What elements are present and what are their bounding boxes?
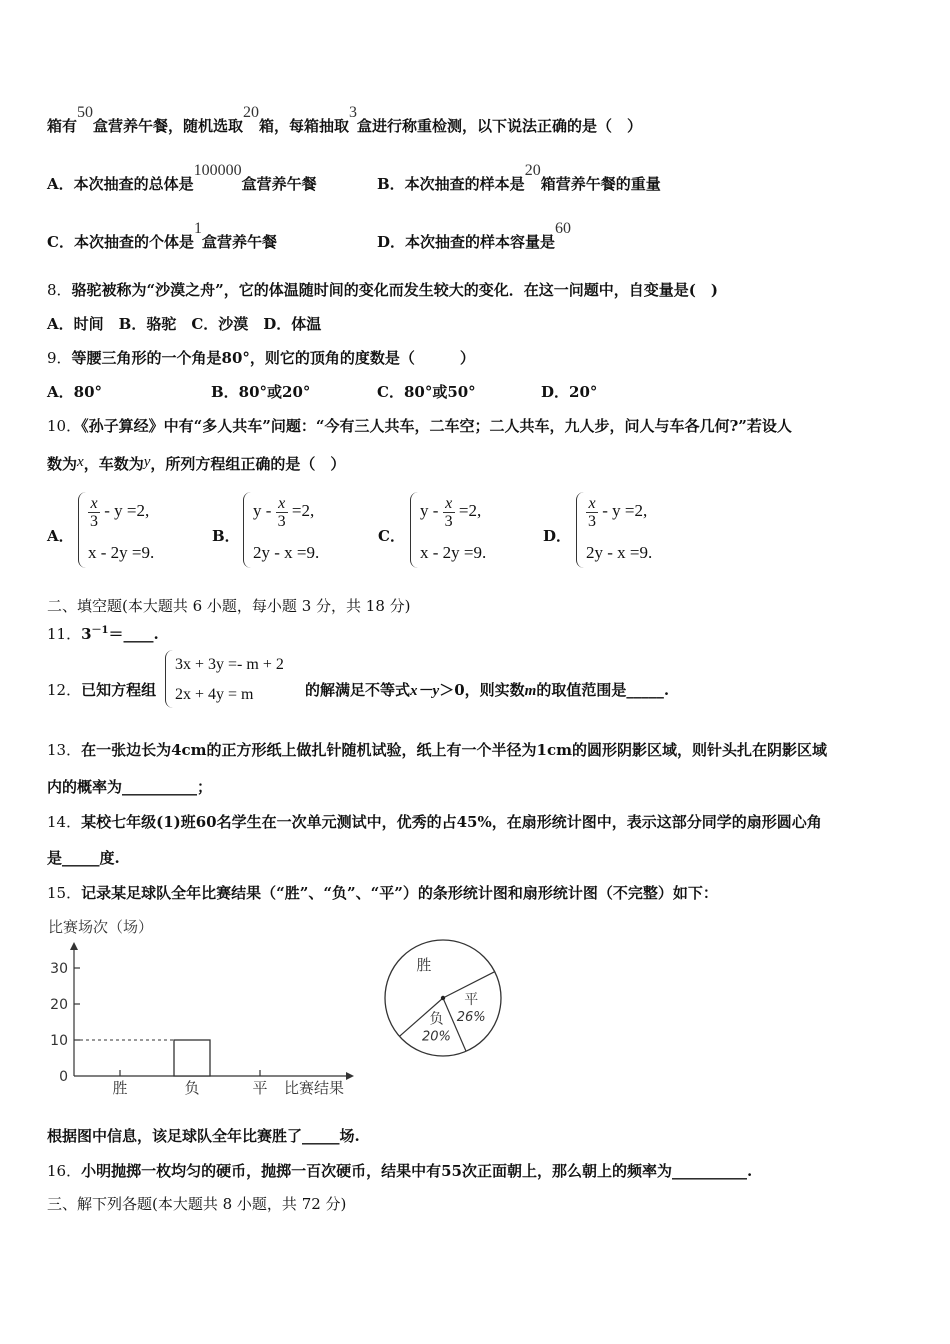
- y-axis-arrow: [70, 942, 78, 950]
- bar-chart-marks: [74, 1040, 268, 1097]
- q12-number: 12．: [47, 681, 82, 699]
- q11-text: ＝____.: [108, 625, 159, 643]
- fraction-denominator: 3: [444, 512, 453, 530]
- fraction-numerator: x: [88, 495, 100, 513]
- q16-number: 16．: [47, 1162, 82, 1180]
- x-tick-label-负: 负: [184, 1079, 200, 1097]
- q11-number: 11．: [47, 625, 82, 643]
- q7-option-c: [47, 220, 277, 253]
- equation-text: =2,: [287, 501, 315, 520]
- q10-text: ，所列方程组正确的是（ ）: [150, 455, 346, 473]
- fraction-numerator: x: [276, 495, 288, 513]
- x-axis-arrow: [346, 1072, 354, 1080]
- q7-option-c-num: 1: [193, 220, 202, 237]
- q7-option-c-text: C．本次抽查的个体是: [47, 233, 194, 251]
- q12-suffix: [305, 680, 669, 701]
- q13-number: 13．: [47, 741, 82, 759]
- q15-text: 记录某足球队全年比赛结果（“胜”、“负”、“平”）的条形统计图和扇形统计图（不完整）如下：: [81, 884, 718, 902]
- q7-option-d-text: D．本次抽查的样本容量是: [377, 233, 556, 251]
- q7-option-b: [377, 162, 661, 195]
- q7-option-a-num: 100000: [193, 162, 242, 179]
- q14-number: 14．: [47, 813, 82, 831]
- pie-center: [441, 996, 445, 1000]
- fraction: [88, 495, 100, 530]
- q11: [47, 621, 159, 644]
- y-tick-label: 30: [50, 961, 68, 977]
- q12-prefix: [47, 680, 156, 700]
- q10-number: 10．: [47, 417, 82, 435]
- q10-text: 《孙子算经》中有“多人共车”问题：“今有三人共车，二车空；二人共车，九人步，问人与车各几何?”若设人: [81, 417, 792, 435]
- q14-line2: 是_____度.: [47, 849, 120, 867]
- q9-number: 9．: [47, 349, 72, 367]
- q12-equation-1: 3x + 3y =- m + 2: [175, 656, 284, 673]
- q12-text: 的取值范围是_____.: [536, 681, 670, 699]
- q10-text: ，车数为: [83, 455, 144, 473]
- q14-text: 某校七年级(1)班60名学生在一次单元测试中，优秀的占45%，在扇形统计图中，表示这部分同学的扇形圆心角: [81, 813, 822, 831]
- q10-option-a-label: A．: [47, 527, 74, 545]
- pie-percent-负: 20%: [422, 1029, 451, 1045]
- pie-chart-marks: [385, 940, 501, 1056]
- q10-option-b-label: B．: [212, 527, 240, 545]
- equation-text: - y =2,: [598, 501, 648, 520]
- q7-option-b-num: 20: [524, 162, 541, 179]
- fraction-denominator: 3: [277, 512, 286, 530]
- q10-option-c-label: C．: [378, 527, 405, 545]
- q7-text: 盒营养午餐，随机选取: [93, 117, 244, 135]
- equation-text: =2,: [454, 501, 482, 520]
- pie-label-负: 负: [429, 1011, 444, 1028]
- q12-text: ＞0，则实数: [439, 681, 525, 699]
- fraction-numerator: x: [443, 495, 455, 513]
- q7-option-d-num: 60: [555, 220, 572, 237]
- q11-exponent: －1: [91, 625, 109, 636]
- y-tick-label: 10: [50, 1033, 68, 1049]
- q11-base: 3: [81, 625, 92, 643]
- q8-stem: [47, 280, 718, 300]
- equation-2: x - 2y =9.: [88, 543, 155, 562]
- q13-line2: 内的概率为__________；: [47, 778, 213, 796]
- q7-num: 3: [349, 104, 358, 121]
- q10-text: 数为: [47, 455, 78, 473]
- q8-options: A．时间 B．骆驼 C．沙漠 D．体温: [47, 315, 322, 333]
- fraction-denominator: 3: [90, 512, 98, 530]
- q7-option-d: [377, 220, 572, 253]
- q10-option-d-label: D．: [543, 527, 572, 545]
- fraction: [586, 495, 598, 530]
- q9-option-a: A．80°: [47, 383, 103, 401]
- q7-option-b-text: B．本次抽查的样本是: [377, 175, 525, 193]
- q10-stem-line1: [47, 416, 792, 436]
- equation-1: [88, 492, 149, 530]
- q8-number: 8．: [47, 281, 72, 299]
- brace: [165, 650, 174, 708]
- equation-text: y -: [420, 501, 443, 520]
- q13-text: 在一张边长为4cm的正方形纸上做扎针随机试验，纸上有一个半径为1cm的圆形阴影区域，则针头扎在阴影区域: [81, 741, 827, 759]
- q7-option-b-text: 箱营养午餐的重量: [540, 175, 661, 193]
- pie-percent-平: 26%: [456, 1010, 486, 1026]
- q12-text: 的解满足不等式: [305, 681, 411, 699]
- equation-2: 2y - x =9.: [586, 543, 653, 562]
- q9-option-b: B．80°或20°: [211, 383, 311, 401]
- q12-equation-2: 2x + 4y = m: [175, 686, 254, 703]
- brace: [410, 492, 419, 568]
- q15-bar-chart: [40, 910, 370, 1100]
- q15-pie-chart: [375, 935, 515, 1065]
- fraction-numerator: x: [586, 495, 598, 513]
- equation-1: [586, 492, 647, 530]
- section-2-title: 二、填空题(本大题共 6 小题，每小题 3 分，共 18 分): [47, 597, 411, 615]
- brace: [576, 492, 585, 568]
- section-3-title: 三、解下列各题(本大题共 8 小题，共 72 分): [47, 1195, 347, 1213]
- q13-line1: [47, 740, 827, 760]
- q12-inequality: x－y: [410, 683, 440, 699]
- q9-option-c: C．80°或50°: [377, 383, 476, 401]
- equation-1: [420, 492, 481, 530]
- q7-option-c-text: 盒营养午餐: [201, 233, 277, 251]
- q7-text: 盒进行称重检测，以下说法正确的是（ ）: [357, 117, 643, 135]
- bar-chart-xlabel: 比赛结果: [284, 1079, 345, 1097]
- q12-text: 已知方程组: [81, 681, 157, 699]
- y-tick-label: 0: [59, 1069, 68, 1085]
- q9-stem: [47, 348, 475, 368]
- x-tick-label-平: 平: [252, 1079, 268, 1097]
- fraction: [276, 495, 288, 530]
- q9-options: [47, 382, 907, 402]
- q9-text: 等腰三角形的一个角是80°，则它的顶角的度数是（ ）: [71, 349, 475, 367]
- brace: [243, 492, 252, 568]
- q10-var-y: y: [143, 454, 151, 470]
- q14-line1: [47, 812, 822, 832]
- y-tick-label: 20: [50, 997, 68, 1013]
- equation-text: y -: [253, 501, 276, 520]
- q15-after: 根据图中信息，该足球队全年比赛胜了_____场.: [47, 1127, 360, 1145]
- q7-option-a-text: A．本次抽查的总体是: [47, 175, 194, 193]
- equation-1: [253, 492, 314, 530]
- equation-2: 2y - x =9.: [253, 543, 320, 562]
- q7-stem: [47, 104, 643, 137]
- q10-var-x: x: [77, 454, 84, 470]
- pie-label-胜: 胜: [416, 955, 432, 974]
- bar-chart-ylabel: 比赛场次（场）: [48, 918, 154, 936]
- q7-text: 箱，每箱抽取: [259, 117, 350, 135]
- q15-stem: [47, 883, 718, 903]
- q10-stem-line2: [47, 454, 345, 475]
- q9-option-d: D．20°: [541, 383, 598, 401]
- fraction-denominator: 3: [588, 512, 596, 530]
- q7-option-a-text: 盒营养午餐: [241, 175, 317, 193]
- equation-text: - y =2,: [100, 501, 150, 520]
- equation-2: x - 2y =9.: [420, 543, 487, 562]
- q16: [47, 1161, 752, 1181]
- bar-chart-ticks: [50, 961, 80, 1085]
- brace: [78, 492, 87, 568]
- q7-num: 20: [243, 104, 260, 121]
- q12-var-m: m: [524, 683, 537, 699]
- q7-num: 50: [77, 104, 94, 121]
- pie-label-平: 平: [464, 992, 479, 1009]
- q15-number: 15．: [47, 884, 82, 902]
- q8-text: 骆驼被称为“沙漠之舟”，它的体温随时间的变化而发生较大的变化．在这一问题中，自变量是( ): [71, 281, 719, 299]
- x-tick-label-胜: 胜: [112, 1079, 128, 1097]
- fraction: [443, 495, 455, 530]
- q7-text: 箱有: [47, 117, 78, 135]
- q16-text: 小明抛掷一枚均匀的硬币，抛掷一百次硬币，结果中有55次正面朝上，那么朝上的频率为__________.: [81, 1162, 753, 1180]
- q7-option-a: [47, 162, 317, 195]
- bar-负: [174, 1040, 210, 1076]
